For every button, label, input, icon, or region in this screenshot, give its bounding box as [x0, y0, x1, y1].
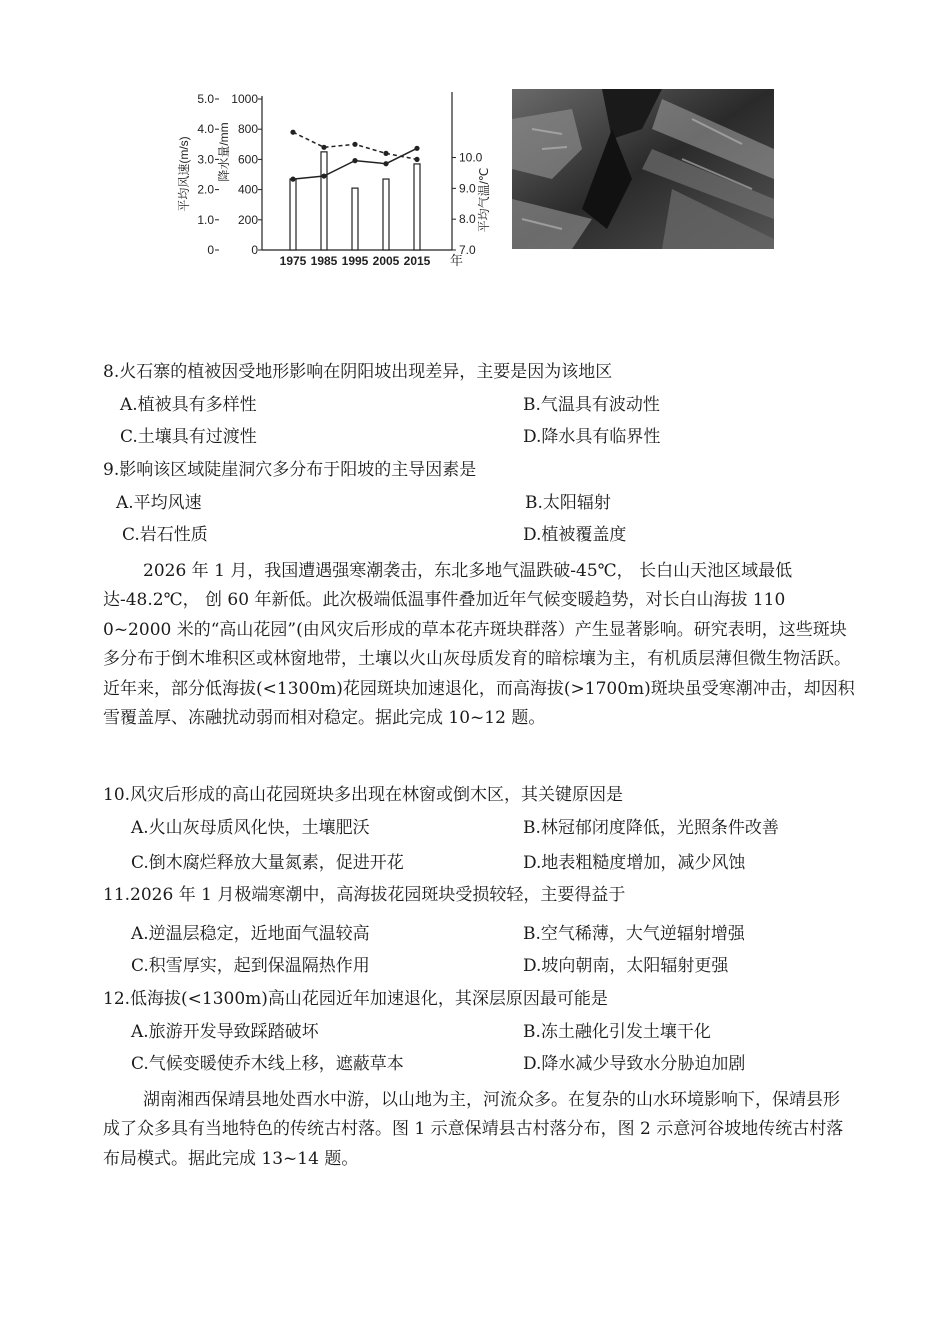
q10-option-b[interactable]: B.林冠郁闭度降低，光照条件改善	[523, 818, 779, 838]
precip-tick-label: 1000	[231, 92, 258, 106]
q10-option-c[interactable]: C.倒木腐烂释放大量氮素，促进开花	[131, 853, 404, 873]
wind-speed-point	[321, 145, 326, 150]
q8-option-d[interactable]: D.降水具有临界性	[523, 427, 661, 447]
x-tick-label: 1995	[341, 254, 369, 268]
q11-stem: 11.2026 年 1 月极端寒潮中，高海拔花园斑块受损较轻，主要得益于	[103, 885, 626, 905]
q11-option-d[interactable]: D.坡向朝南，太阳辐射更强	[523, 956, 729, 976]
wind-tick-label: 1.0	[197, 212, 214, 227]
q10-option-d[interactable]: D.地表粗糙度增加，减少风蚀	[523, 853, 746, 873]
wind-speed-point	[414, 157, 419, 162]
precip-axis-label: 降水量/mm	[217, 122, 231, 182]
passage-changbai: 2026 年 1 月，我国遭遇强寒潮袭击，东北多地气温跌破-45℃， 长白山天池区域最低达-48.2℃， 创 60 年新低。此次极端低温事件叠加近年气候变暖趋势，对长白山海拔 110 0~2000 米的“高山花园”(由风灾后形成的草本花卉斑块群落）产生显著影响。研究表明，这些斑块多分布于倒木堆积区或林窗地带，土壤以火山灰母质发育的暗棕壤为主，有机质层薄但微生物活跃。近年来，部分低海拔(<1300m)花园斑块加速退化，而高海拔(>1700m)斑块虽受寒潮冲击，却因积雪覆盖厚、冻融扰动弱而相对稳定。据此完成 10~12 题。	[103, 561, 855, 729]
temperature-point	[290, 177, 295, 182]
temperature-point	[414, 146, 419, 151]
wind-axis	[176, 92, 219, 257]
q12-option-d[interactable]: D.降水减少导致水分胁迫加剧	[523, 1054, 746, 1074]
precip-bar	[414, 164, 420, 250]
temperature-point	[383, 161, 388, 166]
wind-tick-label: 3.0	[197, 152, 214, 167]
q8-stem: 8.火石寨的植被因受地形影响在阴阳坡出现差异，主要是因为该地区	[103, 362, 613, 382]
precip-bar	[321, 152, 327, 250]
q9-stem: 9.影响该区域陡崖洞穴多分布于阳坡的主导因素是	[103, 460, 477, 480]
wind-speed-point	[352, 142, 357, 147]
q8-option-b[interactable]: B.气温具有波动性	[523, 395, 660, 415]
temperature-point	[321, 173, 326, 178]
x-tick-label: 2015	[403, 254, 431, 268]
q12-option-a[interactable]: A.旅游开发导致踩踏破坏	[131, 1022, 319, 1042]
cliff-photo	[512, 89, 774, 249]
x-tick-label: 2005	[372, 254, 400, 268]
wind-speed-point	[290, 130, 295, 135]
wind-speed-point	[383, 151, 388, 156]
precip-bar	[352, 188, 358, 250]
precip-bar	[383, 179, 389, 250]
wind-axis-label: 平均风速(m/s)	[177, 136, 191, 212]
temp-axis-label: 平均气温/℃	[477, 167, 491, 233]
wind-tick-label: 4.0	[197, 122, 214, 137]
precip-tick-label: 0	[251, 243, 258, 257]
q11-option-c[interactable]: C.积雪厚实，起到保温隔热作用	[131, 956, 370, 976]
q10-option-a[interactable]: A.火山灰母质风化快，土壤肥沃	[131, 818, 370, 838]
precip-tick-label: 800	[237, 122, 258, 137]
q9-option-a[interactable]: A.平均风速	[116, 493, 202, 513]
q9-option-b[interactable]: B.太阳辐射	[525, 493, 611, 513]
q11-option-a[interactable]: A.逆温层稳定，近地面气温较高	[131, 924, 370, 944]
precip-bar	[290, 179, 296, 250]
precip-axis	[216, 92, 262, 257]
temp-tick-label: 7.0	[459, 243, 476, 257]
x-unit-label: 年	[450, 253, 464, 268]
x-tick-label: 1975	[279, 254, 307, 268]
x-tick-label: 1985	[310, 254, 338, 268]
q9-option-d[interactable]: D.植被覆盖度	[523, 525, 627, 545]
q12-stem: 12.低海拔(<1300m)高山花园近年加速退化，其深层原因最可能是	[103, 989, 608, 1009]
q12-option-c[interactable]: C.气候变暖使乔木线上移，遮蔽草本	[131, 1054, 404, 1074]
precip-tick-label: 200	[237, 212, 258, 227]
precip-tick-label: 400	[237, 182, 258, 197]
wind-tick-label: 0	[207, 243, 214, 257]
wind-tick-label: 2.0	[197, 182, 214, 197]
temperature-line	[293, 148, 417, 179]
q10-stem: 10.风灾后形成的高山花园斑块多出现在林窗或倒木区，其关键原因是	[103, 785, 624, 805]
temperature-point	[352, 158, 357, 163]
q8-option-c[interactable]: C.土壤具有过渡性	[120, 427, 257, 447]
passage-baojing: 湖南湘西保靖县地处酉水中游，以山地为主，河流众多。在复杂的山水环境影响下，保靖县形成了众多具有当地特色的传统古村落。图 1 示意保靖县古村落分布，图 2 示意河谷坡地传统古村落布局模式。据此完成 13~14 题。	[103, 1090, 844, 1169]
temp-tick-label: 9.0	[459, 181, 476, 196]
temp-tick-label: 10.0	[459, 150, 483, 165]
climate-chart	[170, 82, 491, 272]
precip-tick-label: 600	[237, 152, 258, 167]
q9-option-c[interactable]: C.岩石性质	[122, 525, 208, 545]
temp-tick-label: 8.0	[459, 212, 476, 227]
wind-tick-label: 5.0	[197, 92, 214, 106]
q11-option-b[interactable]: B.空气稀薄，大气逆辐射增强	[523, 924, 745, 944]
temp-axis	[452, 92, 491, 257]
q8-option-a[interactable]: A.植被具有多样性	[120, 395, 257, 415]
q12-option-b[interactable]: B.冻土融化引发土壤干化	[523, 1022, 711, 1042]
